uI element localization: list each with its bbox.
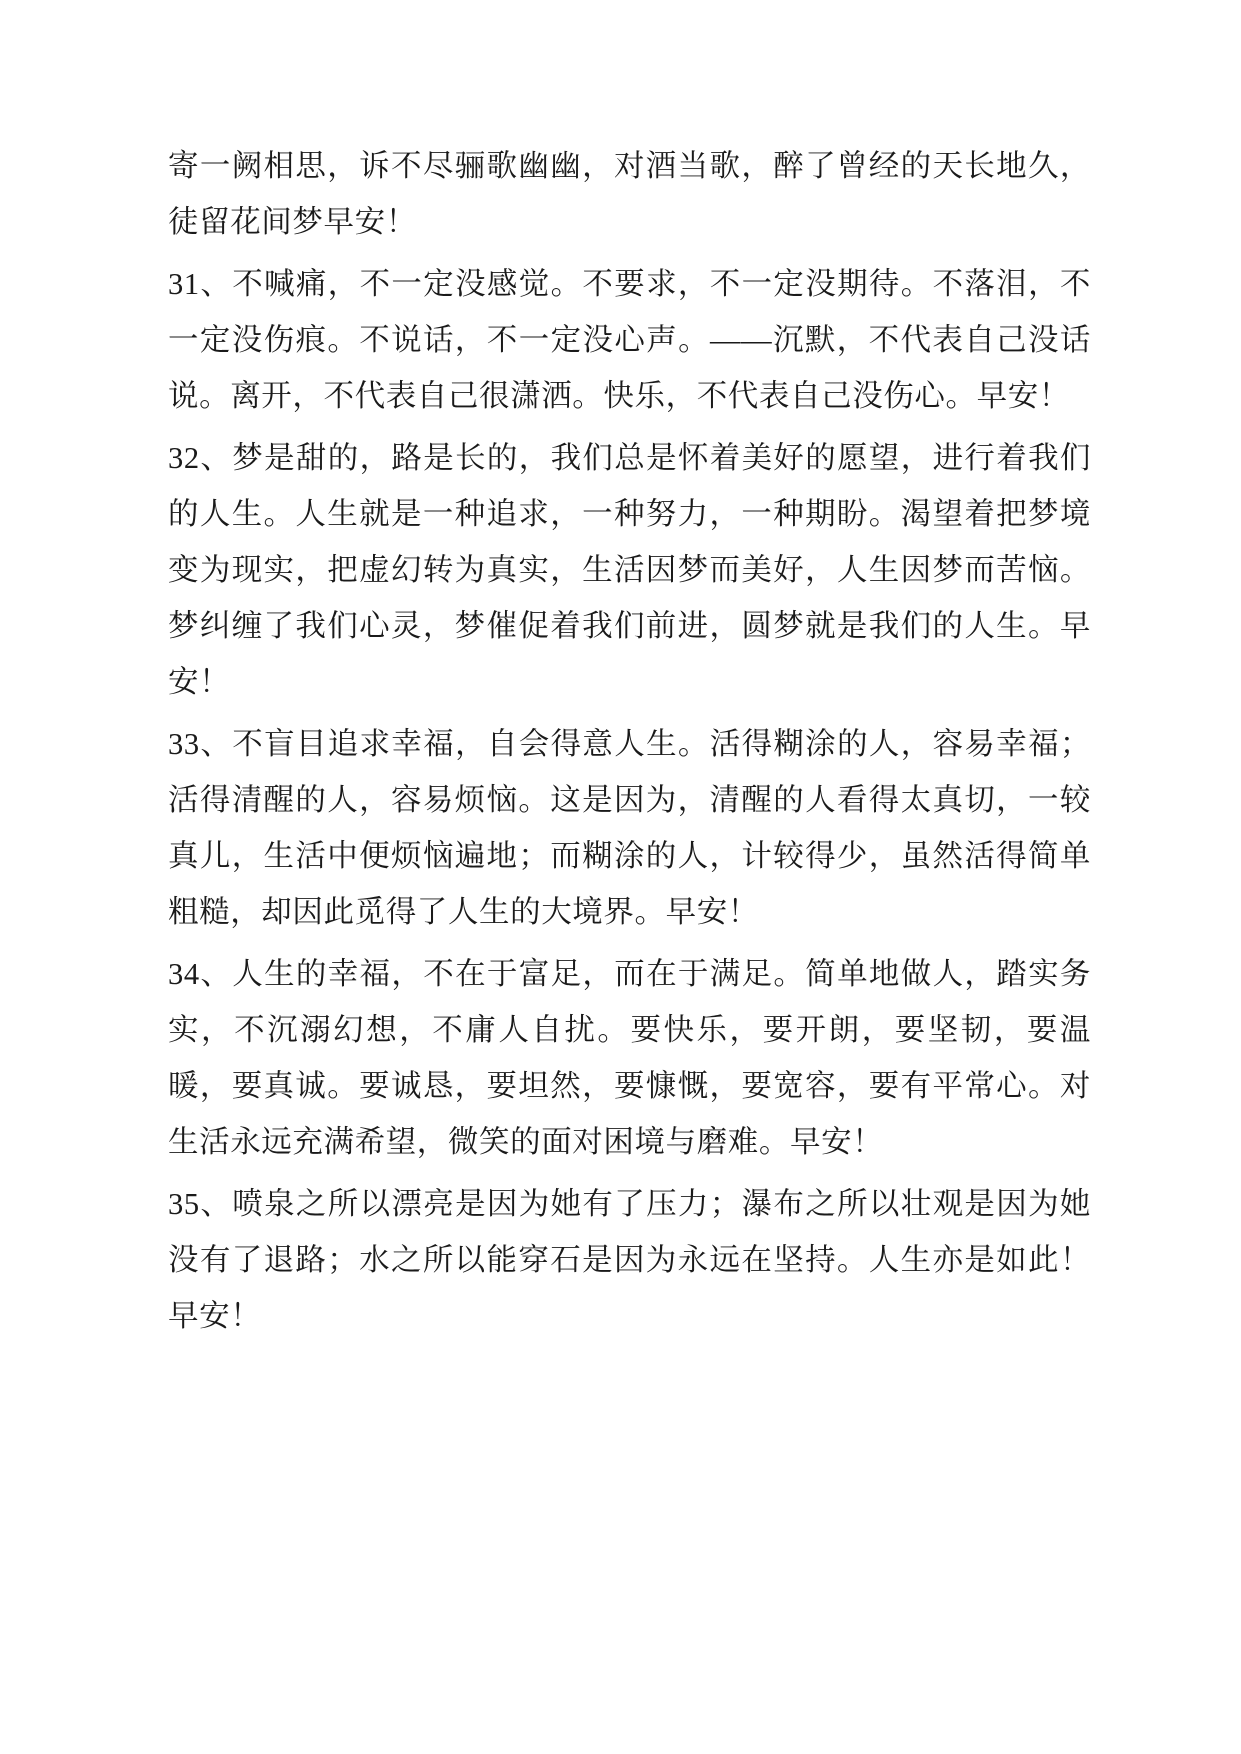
paragraph: 35、喷泉之所以漂亮是因为她有了压力；瀑布之所以壮观是因为她没有了退路；水之所以能穿石是因为永远在坚持。人生亦是如此！早安！ [168,1187,1091,1333]
document-body [168,138,1091,1344]
paragraph: 寄一阙相思，诉不尽骊歌幽幽，对酒当歌，醉了曾经的天长地久，徒留花间梦早安！ [168,149,1091,239]
paragraph: 33、不盲目追求幸福，自会得意人生。活得糊涂的人，容易幸福；活得清醒的人，容易烦恼。这是因为，清醒的人看得太真切，一较真儿，生活中便烦恼遍地；而糊涂的人，计较得少，虽然活得简单粗糙，却因此觅得了人生的大境界。早安！ [168,727,1091,929]
paragraph: 31、不喊痛，不一定没感觉。不要求，不一定没期待。不落泪，不一定没伤痕。不说话，不一定没心声。——沉默，不代表自己没话说。离开，不代表自己很潇洒。快乐，不代表自己没伤心。早安！ [168,267,1091,413]
paragraph: 32、梦是甜的，路是长的，我们总是怀着美好的愿望，进行着我们的人生。人生就是一种追求，一种努力，一种期盼。渴望着把梦境变为现实，把虚幻转为真实，生活因梦而美好，人生因梦而苦恼。梦纠缠了我们心灵，梦催促着我们前进，圆梦就是我们的人生。早安！ [168,441,1091,699]
paragraph: 34、人生的幸福，不在于富足，而在于满足。简单地做人，踏实务实，不沉溺幻想，不庸人自扰。要快乐，要开朗，要坚韧，要温暖，要真诚。要诚恳，要坦然，要慷慨，要宽容，要有平常心。对生活永远充满希望，微笑的面对困境与磨难。早安！ [168,957,1091,1159]
